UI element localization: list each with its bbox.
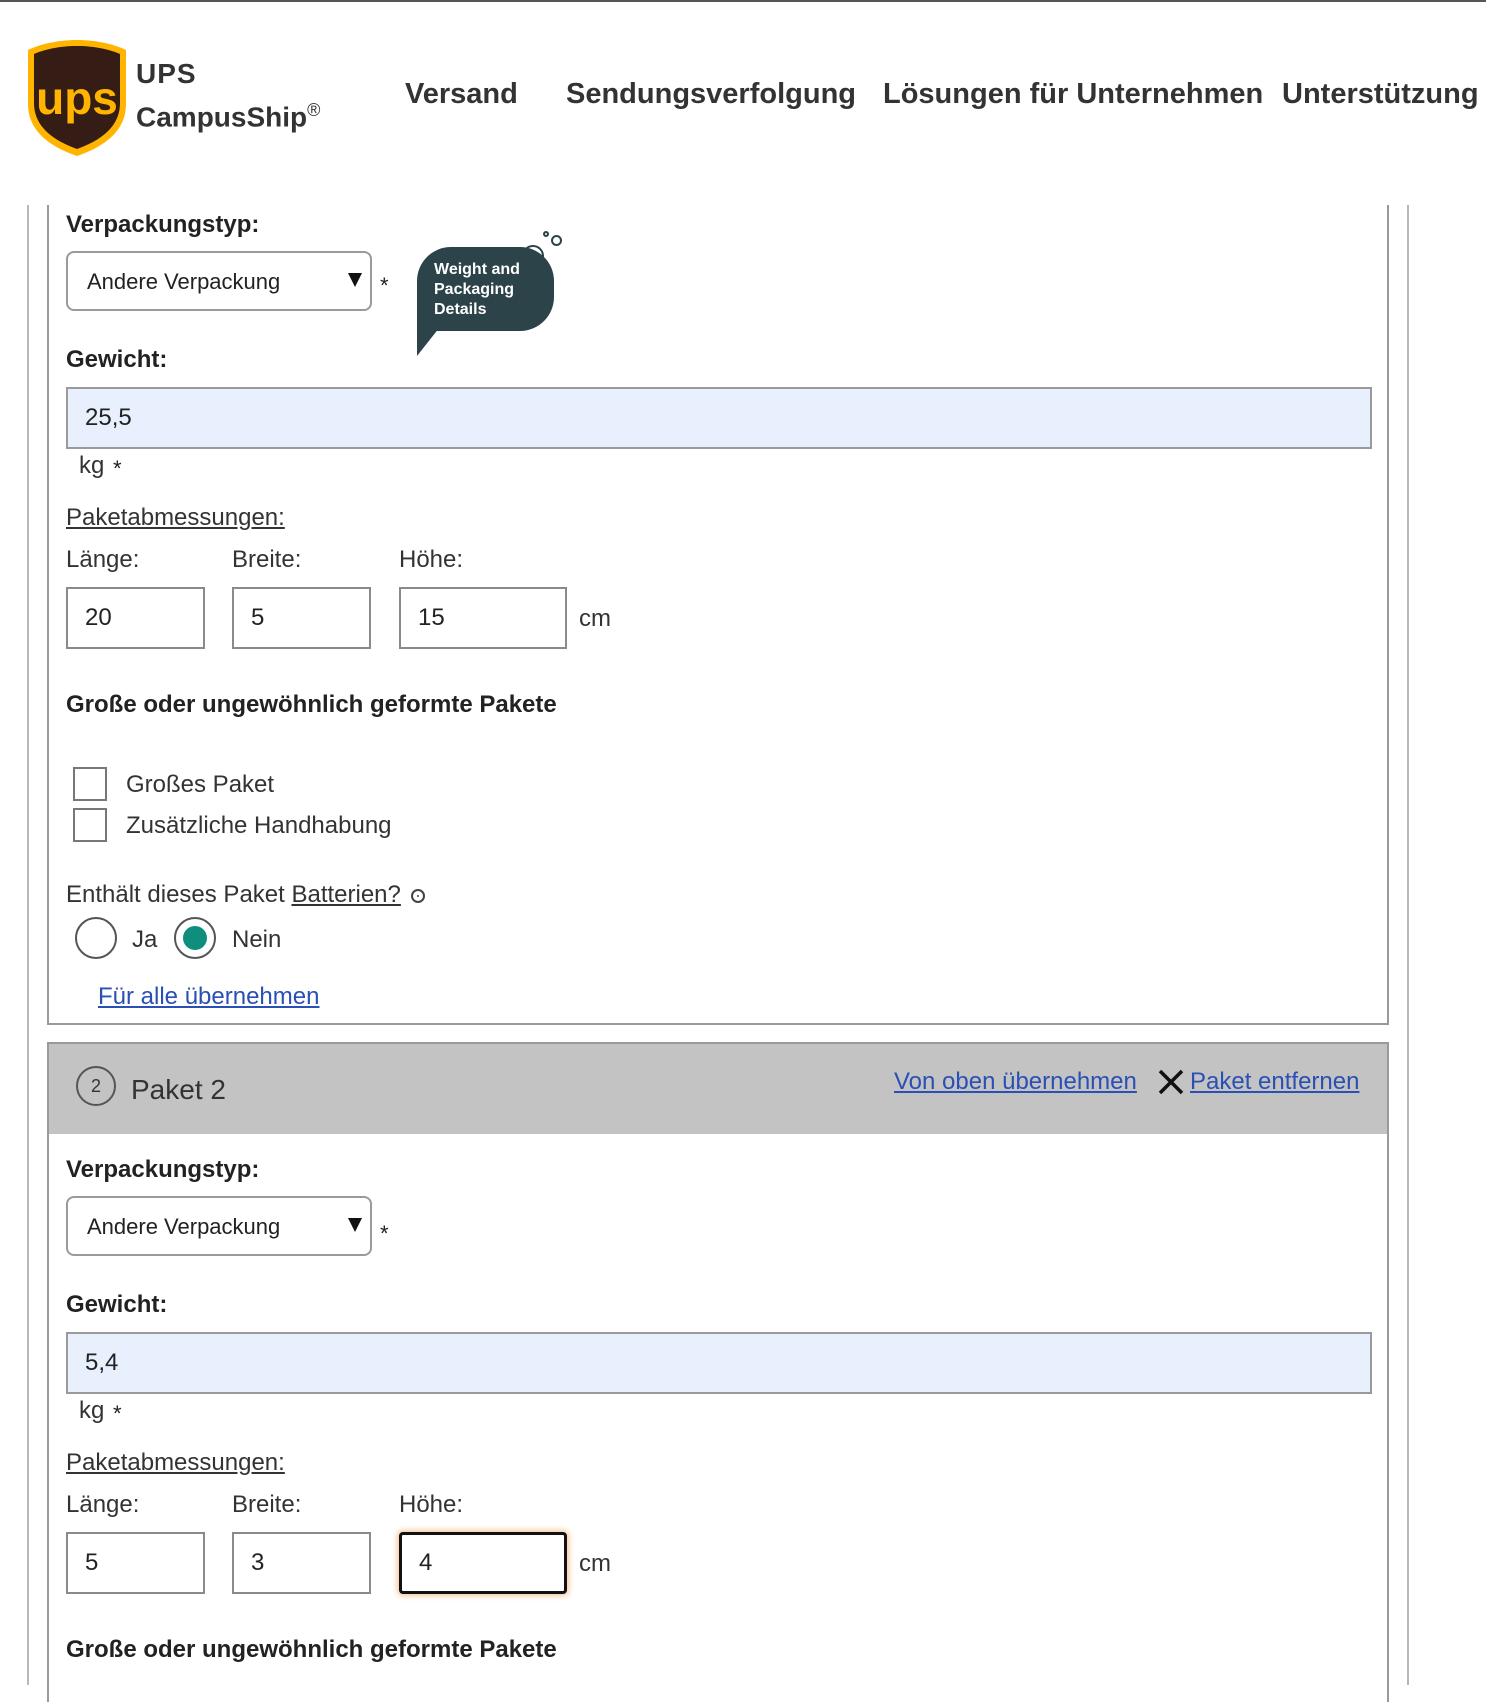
weight-input[interactable]: 25,5 [66,387,1372,449]
dimension-unit: cm [579,1550,611,1577]
dimensions-label: Paketabmessungen: [66,1449,285,1476]
remove-package-link[interactable]: Paket entfernen [1190,1068,1360,1095]
width-input[interactable]: 5 [232,587,371,649]
nav-sendungsverfolgung[interactable]: Sendungsverfolgung [566,78,856,110]
package-2-header [49,1044,1387,1134]
packaging-type-value: Andere Verpackung [87,269,281,294]
close-icon[interactable] [1157,1068,1185,1096]
ups-shield-logo[interactable] [26,38,128,158]
additional-handling-checkbox[interactable] [73,808,107,842]
required-mark: * [380,1221,389,1246]
height-input[interactable]: 15 [399,587,567,649]
package-2-title: Paket 2 [131,1074,226,1105]
weight-unit: kg [79,1397,105,1424]
dimensions-label: Paketabmessungen: [66,504,285,531]
length-label: Länge: [66,1491,140,1518]
registered-mark: ® [307,100,321,120]
packaging-type-select[interactable] [66,1196,372,1256]
required-mark: * [113,1401,122,1426]
package-2-card [47,1042,1389,1702]
logo-text: ups [36,72,118,124]
packaging-type-label: Verpackungstyp: [66,211,260,238]
height-input[interactable]: 4 [399,1532,567,1594]
chevron-down-icon [348,273,362,287]
nav-loesungen[interactable]: Lösungen für Unternehmen [883,78,1264,110]
battery-question: Enthält dieses Paket Batterien? [66,881,401,908]
large-package-label: Großes Paket [126,771,275,798]
large-packages-heading: Große oder ungewöhnlich geformte Pakete [66,1636,557,1663]
additional-handling-label: Zusätzliche Handhabung [126,812,392,839]
weight-label: Gewicht: [66,346,168,373]
length-input[interactable]: 5 [66,1532,205,1594]
info-icon[interactable] [411,889,425,903]
page-frame-right [1407,205,1409,1685]
batteries-link[interactable]: Batterien? [291,881,401,908]
page-frame-left [27,205,29,1685]
callout-bubble-dot-medium [551,235,562,246]
large-package-checkbox[interactable] [73,767,107,801]
weight-label: Gewicht: [66,1291,168,1318]
battery-yes-label: Ja [132,926,158,953]
brand-name: UPS [136,58,197,89]
weight-unit: kg [79,452,105,479]
height-label: Höhe: [399,1491,464,1518]
battery-yes-radio[interactable] [75,917,117,959]
height-label: Höhe: [399,546,464,573]
packaging-type-value: Andere Verpackung [87,1214,281,1239]
nav-unterstuetzung[interactable]: Unterstützung [1282,78,1479,110]
nav-versand[interactable]: Versand [405,78,518,110]
length-input[interactable]: 20 [66,587,205,649]
package-number-badge: 2 [76,1066,116,1106]
width-label: Breite: [232,546,302,573]
apply-to-all-link[interactable]: Für alle übernehmen [98,983,320,1010]
chevron-down-icon [348,1218,362,1232]
battery-no-label: Nein [232,926,282,953]
width-label: Breite: [232,1491,302,1518]
packaging-type-select[interactable] [66,251,372,311]
copy-from-above-link[interactable]: Von oben übernehmen [894,1068,1137,1095]
top-border [0,0,1486,2]
required-mark: * [380,273,389,298]
length-label: Länge: [66,546,140,573]
weight-packaging-callout: Weight and Packaging Details [417,247,554,331]
required-mark: * [113,456,122,481]
battery-no-radio[interactable] [174,917,216,959]
packaging-type-label: Verpackungstyp: [66,1156,260,1183]
brand-product: CampusShip® [136,100,321,133]
package-1-card [47,205,1389,1025]
large-packages-heading: Große oder ungewöhnlich geformte Pakete [66,691,557,718]
width-input[interactable]: 3 [232,1532,371,1594]
weight-input[interactable]: 5,4 [66,1332,1372,1394]
callout-bubble-dot-small [543,231,549,237]
dimension-unit: cm [579,605,611,632]
